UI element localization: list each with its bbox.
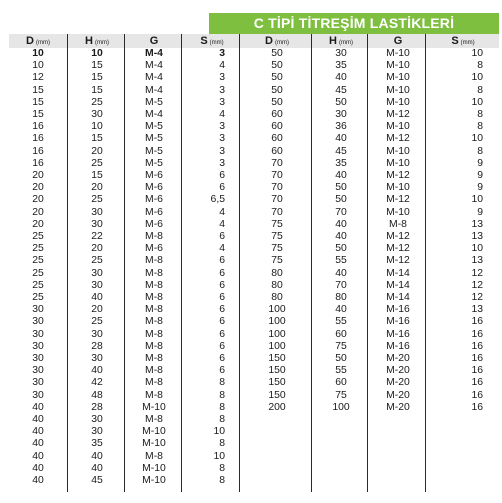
s-cell: 4 (219, 243, 225, 255)
g-cell: M-20 (386, 401, 410, 413)
s-cell: 6 (219, 353, 225, 364)
h-cell: 10 (91, 48, 103, 59)
s-cell: 9 (477, 170, 483, 181)
d-cell: 25 (32, 279, 44, 291)
g-cell: M-8 (145, 231, 163, 242)
h-cell: 30 (91, 218, 103, 230)
g-cell: M-5 (145, 133, 163, 145)
g-cell: M-12 (386, 133, 410, 145)
d-cell: 10 (32, 48, 44, 59)
header-label: S (451, 35, 459, 47)
h-cell: 15 (91, 60, 103, 72)
d-cell: 70 (271, 194, 283, 206)
g-cell: M-14 (386, 267, 410, 279)
s-cell: 6 (219, 328, 225, 340)
d-cell: 100 (268, 304, 286, 316)
d-cell: 30 (32, 377, 44, 389)
d-cell: 70 (271, 206, 283, 218)
s-cell: 8 (477, 84, 483, 96)
d-cell: 50 (271, 48, 283, 59)
s-cell: 8 (219, 475, 225, 486)
d-cell: 50 (271, 72, 283, 84)
header-unit: (mm) (460, 40, 475, 46)
s-cell: 16 (471, 328, 483, 340)
d-cell: 40 (32, 438, 44, 450)
column-divider (181, 34, 182, 492)
d-cell: 75 (271, 231, 283, 242)
h-cell: 20 (91, 145, 103, 157)
h-cell: 28 (91, 340, 103, 352)
s-cell: 6 (219, 340, 225, 352)
d-cell: 40 (32, 450, 44, 462)
d-cell: 16 (32, 145, 44, 157)
g-cell: M-10 (386, 96, 410, 108)
h-cell: 25 (91, 316, 103, 328)
d-cell: 75 (271, 218, 283, 230)
d-cell: 25 (32, 255, 44, 267)
d-cell: 25 (32, 243, 44, 255)
s-cell: 16 (471, 365, 483, 377)
g-cell: M-12 (386, 194, 410, 206)
d-cell: 25 (32, 267, 44, 279)
column-divider (311, 34, 312, 492)
header-label: S (200, 35, 208, 47)
h-cell: 30 (91, 267, 103, 279)
h-cell: 70 (335, 279, 347, 291)
d-cell: 16 (32, 133, 44, 145)
s-cell: 3 (219, 84, 225, 96)
s-cell: 8 (477, 121, 483, 133)
d-cell: 30 (32, 316, 44, 328)
s-cell: 9 (477, 157, 483, 169)
h-cell: 40 (335, 72, 347, 84)
g-cell: M-5 (145, 121, 163, 133)
g-cell: M-14 (386, 292, 410, 303)
d-cell: 50 (271, 96, 283, 108)
h-cell: 30 (335, 109, 347, 120)
d-cell: 40 (32, 401, 44, 413)
header-unit: (mm) (274, 40, 289, 46)
column-divider (239, 34, 240, 492)
d-cell: 200 (268, 401, 286, 413)
d-cell: 15 (32, 84, 44, 96)
g-cell: M-10 (386, 48, 410, 59)
s-cell: 3 (219, 133, 225, 145)
header-cell-right-g (369, 34, 427, 48)
header-label: D (26, 35, 34, 47)
h-cell: 30 (91, 426, 103, 438)
h-cell: 30 (335, 48, 347, 59)
d-cell: 50 (271, 60, 283, 72)
h-cell: 80 (335, 292, 347, 303)
h-cell: 25 (91, 194, 103, 206)
h-cell: 40 (335, 231, 347, 242)
h-cell: 35 (91, 438, 103, 450)
g-cell: M-8 (145, 255, 163, 267)
s-cell: 16 (471, 316, 483, 328)
h-cell: 15 (91, 133, 103, 145)
h-cell: 30 (91, 328, 103, 340)
s-cell: 10 (213, 450, 225, 462)
g-cell: M-20 (386, 389, 410, 401)
d-cell: 20 (32, 182, 44, 194)
g-cell: M-4 (145, 84, 163, 96)
g-cell: M-6 (145, 243, 163, 255)
h-cell: 20 (91, 243, 103, 255)
g-cell: M-14 (386, 279, 410, 291)
d-cell: 25 (32, 292, 44, 303)
d-cell: 150 (268, 389, 286, 401)
s-cell: 8 (219, 401, 225, 413)
h-cell: 50 (335, 194, 347, 206)
h-cell: 15 (91, 84, 103, 96)
h-cell: 75 (335, 340, 347, 352)
g-cell: M-8 (145, 340, 163, 352)
g-cell: M-4 (145, 60, 163, 72)
header-cell-right-s (427, 34, 499, 48)
d-cell: 100 (268, 316, 286, 328)
d-cell: 40 (32, 426, 44, 438)
h-cell: 45 (91, 475, 103, 486)
s-cell: 16 (471, 340, 483, 352)
s-cell: 4 (219, 109, 225, 120)
d-cell: 40 (32, 414, 44, 425)
d-cell: 100 (268, 340, 286, 352)
h-cell: 15 (91, 170, 103, 181)
h-cell: 25 (91, 157, 103, 169)
s-cell: 10 (471, 96, 483, 108)
h-cell: 40 (91, 462, 103, 474)
h-cell: 45 (335, 84, 347, 96)
s-cell: 16 (471, 389, 483, 401)
g-cell: M-12 (386, 243, 410, 255)
s-cell: 8 (219, 389, 225, 401)
g-cell: M-10 (142, 438, 166, 450)
g-cell: M-8 (145, 304, 163, 316)
g-cell: M-10 (386, 182, 410, 194)
g-cell: M-6 (145, 170, 163, 181)
d-cell: 16 (32, 121, 44, 133)
h-cell: 25 (91, 255, 103, 267)
s-cell: 13 (471, 255, 483, 267)
h-cell: 20 (91, 182, 103, 194)
g-cell: M-10 (142, 426, 166, 438)
h-cell: 60 (335, 377, 347, 389)
header-cell-left-d (9, 34, 67, 48)
d-cell: 70 (271, 182, 283, 194)
g-cell: M-8 (145, 414, 163, 425)
s-cell: 3 (219, 145, 225, 157)
h-cell: 30 (91, 206, 103, 218)
s-cell: 6 (219, 255, 225, 267)
s-cell: 10 (471, 48, 483, 59)
g-cell: M-16 (386, 340, 410, 352)
column-divider (124, 34, 125, 492)
g-cell: M-10 (386, 84, 410, 96)
g-cell: M-12 (386, 255, 410, 267)
header-label: G (149, 35, 159, 47)
h-cell: 55 (335, 255, 347, 267)
h-cell: 70 (335, 206, 347, 218)
d-cell: 75 (271, 243, 283, 255)
s-cell: 16 (471, 353, 483, 364)
d-cell: 60 (271, 145, 283, 157)
g-cell: M-4 (145, 109, 163, 120)
header-unit: (mm) (338, 40, 353, 46)
g-cell: M-8 (145, 328, 163, 340)
s-cell: 8 (477, 109, 483, 120)
h-cell: 20 (91, 304, 103, 316)
s-cell: 12 (471, 267, 483, 279)
h-cell: 48 (91, 389, 103, 401)
g-cell: M-16 (386, 316, 410, 328)
s-cell: 6 (219, 267, 225, 279)
header-cell-left-g (126, 34, 182, 48)
d-cell: 150 (268, 365, 286, 377)
d-cell: 80 (271, 279, 283, 291)
s-cell: 4 (219, 60, 225, 72)
d-cell: 30 (32, 353, 44, 364)
h-cell: 75 (335, 389, 347, 401)
s-cell: 8 (219, 414, 225, 425)
s-cell: 10 (471, 243, 483, 255)
h-cell: 100 (332, 401, 350, 413)
d-cell: 30 (32, 304, 44, 316)
d-cell: 20 (32, 218, 44, 230)
h-cell: 40 (335, 133, 347, 145)
d-cell: 30 (32, 389, 44, 401)
g-cell: M-6 (145, 182, 163, 194)
d-cell: 80 (271, 267, 283, 279)
g-cell: M-5 (145, 96, 163, 108)
g-cell: M-8 (145, 377, 163, 389)
g-cell: M-10 (386, 206, 410, 218)
g-cell: M-8 (145, 316, 163, 328)
h-cell: 30 (91, 353, 103, 364)
g-cell: M-6 (145, 206, 163, 218)
g-cell: M-5 (145, 145, 163, 157)
g-cell: M-20 (386, 377, 410, 389)
h-cell: 60 (335, 328, 347, 340)
h-cell: 28 (91, 401, 103, 413)
h-cell: 40 (91, 365, 103, 377)
s-cell: 9 (477, 206, 483, 218)
s-cell: 4 (219, 206, 225, 218)
g-cell: M-8 (145, 292, 163, 303)
d-cell: 40 (32, 462, 44, 474)
d-cell: 60 (271, 121, 283, 133)
g-cell: M-6 (145, 218, 163, 230)
g-cell: M-10 (386, 145, 410, 157)
header-cell-right-h (313, 34, 369, 48)
s-cell: 4 (219, 218, 225, 230)
s-cell: 6 (219, 231, 225, 242)
d-cell: 20 (32, 206, 44, 218)
g-cell: M-10 (386, 72, 410, 84)
g-cell: M-6 (145, 194, 163, 206)
d-cell: 75 (271, 255, 283, 267)
h-cell: 40 (91, 292, 103, 303)
header-cell-right-d (241, 34, 313, 48)
s-cell: 13 (471, 231, 483, 242)
h-cell: 50 (335, 243, 347, 255)
h-cell: 25 (91, 96, 103, 108)
d-cell: 30 (32, 328, 44, 340)
g-cell: M-10 (386, 60, 410, 72)
h-cell: 10 (91, 121, 103, 133)
g-cell: M-4 (145, 72, 163, 84)
g-cell: M-20 (386, 365, 410, 377)
h-cell: 50 (335, 182, 347, 194)
s-cell: 13 (471, 304, 483, 316)
h-cell: 22 (91, 231, 103, 242)
d-cell: 40 (32, 475, 44, 486)
d-cell: 150 (268, 377, 286, 389)
header-label: H (85, 35, 93, 47)
g-cell: M-4 (145, 48, 163, 59)
h-cell: 15 (91, 72, 103, 84)
h-cell: 50 (335, 353, 347, 364)
g-cell: M-10 (142, 462, 166, 474)
column-divider (367, 34, 368, 492)
g-cell: M-10 (142, 475, 166, 486)
s-cell: 10 (471, 194, 483, 206)
d-cell: 10 (32, 60, 44, 72)
d-cell: 150 (268, 353, 286, 364)
d-cell: 50 (271, 84, 283, 96)
s-cell: 6 (219, 279, 225, 291)
d-cell: 12 (32, 72, 44, 84)
g-cell: M-12 (386, 231, 410, 242)
s-cell: 16 (471, 377, 483, 389)
s-cell: 16 (471, 401, 483, 413)
s-cell: 8 (219, 438, 225, 450)
s-cell: 6 (219, 182, 225, 194)
header-label: D (265, 35, 273, 47)
h-cell: 40 (335, 267, 347, 279)
s-cell: 13 (471, 218, 483, 230)
h-cell: 36 (335, 121, 347, 133)
h-cell: 40 (335, 170, 347, 181)
s-cell: 3 (219, 121, 225, 133)
header-cell-left-h (69, 34, 125, 48)
h-cell: 30 (91, 109, 103, 120)
d-cell: 20 (32, 170, 44, 181)
header-unit: (mm) (209, 40, 224, 46)
h-cell: 35 (335, 60, 347, 72)
header-unit: (mm) (94, 40, 109, 46)
g-cell: M-16 (386, 304, 410, 316)
header-label: G (393, 35, 403, 47)
s-cell: 6,5 (210, 194, 225, 206)
header-label: H (329, 35, 337, 47)
s-cell: 8 (477, 60, 483, 72)
g-cell: M-12 (386, 170, 410, 181)
column-divider (67, 34, 68, 492)
h-cell: 30 (91, 279, 103, 291)
d-cell: 60 (271, 133, 283, 145)
g-cell: M-8 (145, 267, 163, 279)
s-cell: 10 (471, 72, 483, 84)
d-cell: 30 (32, 365, 44, 377)
d-cell: 30 (32, 340, 44, 352)
s-cell: 12 (471, 292, 483, 303)
g-cell: M-10 (142, 401, 166, 413)
d-cell: 15 (32, 96, 44, 108)
h-cell: 40 (91, 450, 103, 462)
d-cell: 80 (271, 292, 283, 303)
d-cell: 70 (271, 157, 283, 169)
s-cell: 12 (471, 279, 483, 291)
s-cell: 6 (219, 170, 225, 181)
column-divider (425, 34, 426, 492)
d-cell: 16 (32, 157, 44, 169)
s-cell: 6 (219, 365, 225, 377)
g-cell: M-8 (389, 218, 407, 230)
g-cell: M-8 (145, 353, 163, 364)
header-cell-left-s (183, 34, 241, 48)
g-cell: M-20 (386, 353, 410, 364)
g-cell: M-8 (145, 365, 163, 377)
g-cell: M-10 (386, 157, 410, 169)
s-cell: 6 (219, 304, 225, 316)
d-cell: 15 (32, 109, 44, 120)
d-cell: 100 (268, 328, 286, 340)
h-cell: 50 (335, 96, 347, 108)
g-cell: M-16 (386, 328, 410, 340)
s-cell: 6 (219, 292, 225, 303)
h-cell: 30 (91, 414, 103, 425)
s-cell: 3 (219, 157, 225, 169)
s-cell: 8 (219, 377, 225, 389)
s-cell: 3 (219, 96, 225, 108)
h-cell: 35 (335, 157, 347, 169)
g-cell: M-8 (145, 450, 163, 462)
g-cell: M-8 (145, 279, 163, 291)
s-cell: 9 (477, 182, 483, 194)
table-title: C TİPİ TİTREŞİM LASTİKLERİ (209, 13, 499, 34)
s-cell: 3 (219, 48, 225, 59)
h-cell: 45 (335, 145, 347, 157)
h-cell: 40 (335, 218, 347, 230)
s-cell: 8 (477, 145, 483, 157)
h-cell: 55 (335, 365, 347, 377)
g-cell: M-12 (386, 109, 410, 120)
d-cell: 25 (32, 231, 44, 242)
s-cell: 6 (219, 316, 225, 328)
s-cell: 3 (219, 72, 225, 84)
g-cell: M-5 (145, 157, 163, 169)
d-cell: 20 (32, 194, 44, 206)
g-cell: M-10 (386, 121, 410, 133)
g-cell: M-8 (145, 389, 163, 401)
h-cell: 55 (335, 316, 347, 328)
s-cell: 10 (471, 133, 483, 145)
s-cell: 8 (219, 462, 225, 474)
h-cell: 42 (91, 377, 103, 389)
d-cell: 70 (271, 170, 283, 181)
h-cell: 40 (335, 304, 347, 316)
s-cell: 10 (213, 426, 225, 438)
d-cell: 60 (271, 109, 283, 120)
header-unit: (mm) (35, 40, 50, 46)
